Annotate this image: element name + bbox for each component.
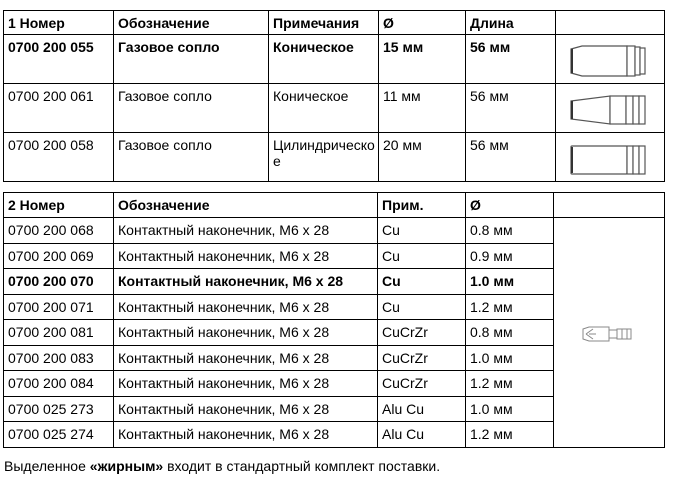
cell-number: 0700 025 274 [4,422,114,448]
gas-nozzles-table [3,10,665,182]
cell-length: 56 мм [466,133,556,182]
table-header-row [4,11,665,35]
cell-image [556,35,665,84]
table-header-row [4,193,665,218]
cell-note: Cu [378,294,466,320]
header-designation: Обозначение [114,193,378,218]
cell-designation: Контактный наконечник, M6 x 28 [114,371,378,397]
cell-length: 56 мм [466,35,556,84]
cell-note: Коническое [269,84,379,133]
cell-note: Коническое [269,35,379,84]
cell-designation: Контактный наконечник, M6 x 28 [114,218,378,244]
cell-diameter: 15 мм [379,35,466,84]
cell-designation: Контактный наконечник, M6 x 28 [114,269,378,295]
cell-length: 56 мм [466,84,556,133]
cell-number: 0700 200 084 [4,371,114,397]
cell-note: Cu [378,269,466,295]
footnote-suffix: входит в стандартный комплект поставки. [163,458,441,474]
cell-diameter: 1.0 мм [466,345,554,371]
header-image [556,11,665,35]
cell-number: 0700 200 071 [4,294,114,320]
cell-note: Alu Cu [378,422,466,448]
footnote-prefix: Выделенное [4,458,90,474]
cell-designation: Контактный наконечник, M6 x 28 [114,396,378,422]
cell-note: CuCrZr [378,320,466,346]
header-length: Длина [466,11,556,35]
cell-designation: Газовое сопло [114,35,269,84]
table-row [4,218,665,244]
cell-note: CuCrZr [378,371,466,397]
cell-diameter: 0.8 мм [466,218,554,244]
cell-diameter: 1.2 мм [466,371,554,397]
table-row [4,35,665,84]
cell-number: 0700 200 068 [4,218,114,244]
cell-diameter: 1.0 мм [466,396,554,422]
cell-diameter: 0.9 мм [466,243,554,269]
cell-image [556,133,665,182]
cell-diameter: 1.0 мм [466,269,554,295]
cell-designation: Газовое сопло [114,133,269,182]
table-row [4,84,665,133]
footnote-bold: «жирным» [89,458,164,474]
header-diameter: Ø [466,193,554,218]
cell-number: 0700 200 083 [4,345,114,371]
cell-number: 0700 025 273 [4,396,114,422]
header-image [554,193,665,218]
cylindrical-nozzle-icon [565,139,655,179]
cell-number: 0700 200 061 [4,84,114,133]
cell-designation: Контактный наконечник, M6 x 28 [114,422,378,448]
cell-number: 0700 200 058 [4,133,114,182]
cell-number: 0700 200 070 [4,269,114,295]
cell-designation: Контактный наконечник, M6 x 28 [114,345,378,371]
cell-note: Cu [378,218,466,244]
header-diameter: Ø [379,11,466,35]
cell-number: 0700 200 081 [4,320,114,346]
footnote [4,458,440,474]
conical-nozzle-narrow-icon [565,90,655,130]
cell-note: Alu Cu [378,396,466,422]
cell-designation: Контактный наконечник, M6 x 28 [114,243,378,269]
cell-diameter: 11 мм [379,84,466,133]
cell-image [556,84,665,133]
cell-note: CuCrZr [378,345,466,371]
cell-designation: Контактный наконечник, M6 x 28 [114,320,378,346]
cell-diameter: 0.8 мм [466,320,554,346]
cell-note: Цилиндрическое [269,133,379,182]
table-row [4,133,665,182]
cell-image [554,218,665,448]
contact-tip-icon [579,324,639,344]
cell-number: 0700 200 055 [4,35,114,84]
cell-note: Cu [378,243,466,269]
cell-designation: Контактный наконечник, M6 x 28 [114,294,378,320]
cell-number: 0700 200 069 [4,243,114,269]
cell-diameter: 1.2 мм [466,422,554,448]
header-notes: Примечания [269,11,379,35]
header-number: 2 Номер [4,193,114,218]
header-notes: Прим. [378,193,466,218]
cell-designation: Газовое сопло [114,84,269,133]
header-designation: Обозначение [114,11,269,35]
cell-diameter: 1.2 мм [466,294,554,320]
conical-nozzle-wide-icon [565,41,655,81]
header-number: 1 Номер [4,11,114,35]
contact-tips-table [3,192,665,448]
cell-diameter: 20 мм [379,133,466,182]
